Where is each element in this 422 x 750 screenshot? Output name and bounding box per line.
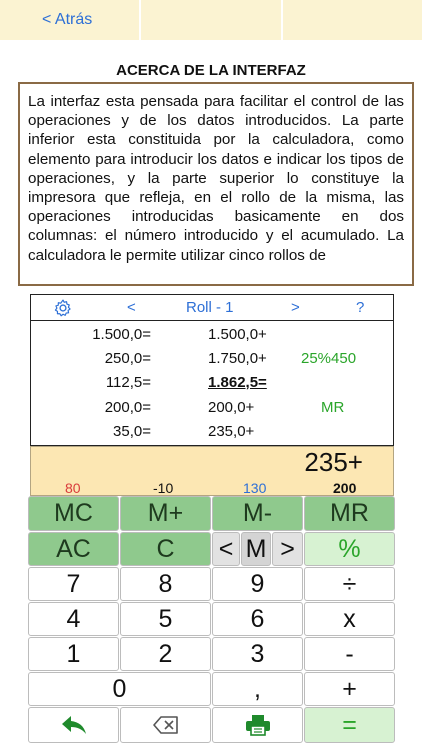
gear-icon[interactable]	[53, 298, 73, 318]
roll-accumulated-total: 1.862,5=	[208, 374, 267, 391]
equals-button[interactable]: =	[304, 707, 395, 743]
roll-entered: 1.500,0=	[92, 326, 151, 343]
roll-header	[31, 295, 393, 321]
display-stat: -10	[153, 480, 174, 496]
digit-5-button[interactable]: 5	[120, 602, 211, 636]
comma-button[interactable]: ,	[212, 672, 303, 706]
help-button[interactable]: ?	[356, 299, 365, 316]
roll-entered: 200,0=	[104, 399, 151, 416]
display-value: 235+	[304, 447, 363, 477]
backspace-button[interactable]	[120, 707, 211, 743]
top-nav-bar	[0, 0, 422, 40]
roll-accumulated: 235,0+	[208, 423, 255, 440]
mc-button[interactable]: MC	[28, 496, 119, 531]
multiply-button[interactable]: x	[304, 602, 395, 636]
nav-segment-empty-2	[283, 0, 422, 40]
roll-prev-button[interactable]: <	[127, 299, 136, 316]
percent-button[interactable]: %	[304, 532, 395, 566]
roll-row	[31, 374, 395, 398]
digit-7-button[interactable]: 7	[28, 567, 119, 601]
display-stat: 80	[65, 480, 81, 496]
undo-arrow-icon	[61, 714, 87, 736]
roll-accumulated: 200,0+	[208, 399, 255, 416]
digit-8-button[interactable]: 8	[120, 567, 211, 601]
printer-icon	[245, 714, 271, 736]
memory-next-button[interactable]: >	[272, 532, 303, 566]
roll-title: Roll - 1	[186, 299, 234, 316]
roll-entered: 112,5=	[105, 374, 151, 391]
roll-next-button[interactable]: >	[291, 299, 300, 316]
calculator-display	[30, 446, 394, 496]
roll-entered: 250,0=	[104, 350, 151, 367]
memory-button[interactable]: M	[241, 532, 271, 566]
digit-2-button[interactable]: 2	[120, 637, 211, 671]
roll-note: MR	[321, 399, 345, 416]
divide-button[interactable]: ÷	[304, 567, 395, 601]
digit-9-button[interactable]: 9	[212, 567, 303, 601]
digit-6-button[interactable]: 6	[212, 602, 303, 636]
roll-row	[31, 399, 395, 423]
roll-accumulated: 1.500,0+	[208, 326, 267, 343]
m-plus-button[interactable]: M+	[120, 496, 211, 531]
print-button[interactable]	[212, 707, 303, 743]
digit-1-button[interactable]: 1	[28, 637, 119, 671]
backspace-icon	[153, 716, 179, 734]
display-stat: 130	[243, 480, 267, 496]
roll-row	[31, 326, 395, 350]
printer-roll[interactable]	[30, 294, 394, 446]
digit-3-button[interactable]: 3	[212, 637, 303, 671]
back-link[interactable]: < Atrás	[42, 11, 93, 28]
plus-button[interactable]: +	[304, 672, 395, 706]
roll-row	[31, 350, 395, 374]
roll-entered: 35,0=	[113, 423, 151, 440]
page-title: ACERCA DE LA INTERFAZ	[116, 62, 306, 79]
undo-button[interactable]	[28, 707, 119, 743]
keypad	[28, 496, 396, 750]
display-stat: 200	[333, 480, 357, 496]
nav-segment-empty-1	[141, 0, 282, 40]
roll-row	[31, 423, 395, 447]
mr-button[interactable]: MR	[304, 496, 395, 531]
roll-note: 25%450	[301, 350, 357, 367]
ac-button[interactable]: AC	[28, 532, 119, 566]
memory-prev-button[interactable]: <	[212, 532, 240, 566]
roll-accumulated: 1.750,0+	[208, 350, 267, 367]
digit-4-button[interactable]: 4	[28, 602, 119, 636]
about-text: La interfaz esta pensada para facilitar el control de las operaciones y de los datos introducidos. La parte inferior esta constituida por la calculadora, como elemento para introducir los datos e indicar los tipos de operaciones, y la parte superior lo constituye la impresora que refleja, en el rollo de la misma, las operaciones introducidas basicamente en dos columnas: el número introducido y el acumulado. La calculadora le permite utilizar cinco rollos de	[28, 93, 404, 264]
minus-button[interactable]: -	[304, 637, 395, 671]
c-button[interactable]: C	[120, 532, 211, 566]
about-text-box[interactable]	[18, 82, 414, 286]
digit-0-button[interactable]: 0	[28, 672, 211, 706]
m-minus-button[interactable]: M-	[212, 496, 303, 531]
nav-segment-back[interactable]	[0, 0, 141, 40]
